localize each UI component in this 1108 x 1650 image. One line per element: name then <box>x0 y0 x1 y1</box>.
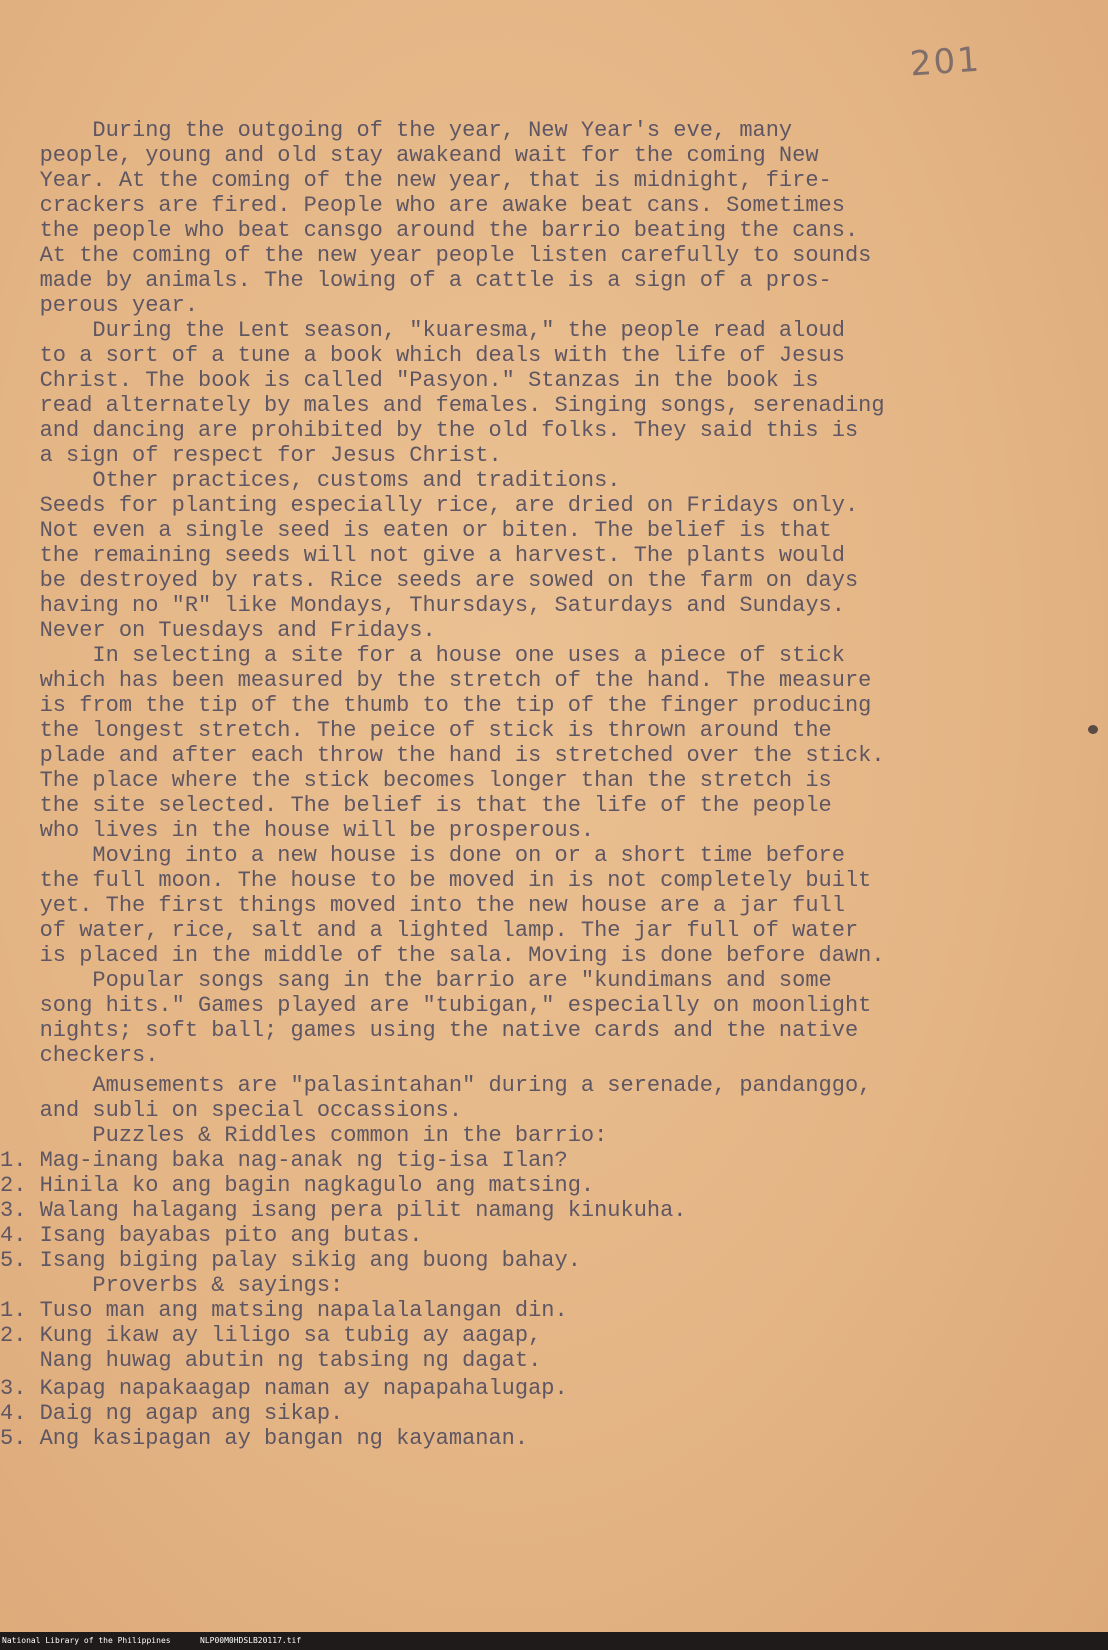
text-line: Amusements are "palasintahan" during a serenade, pandanggo, <box>0 1073 872 1098</box>
text-line: 1. Tuso man ang matsing napalalalangan din. <box>0 1298 568 1323</box>
text-line: Year. At the coming of the new year, that is midnight, fire- <box>0 168 832 193</box>
text-line: be destroyed by rats. Rice seeds are sowed on the farm on days <box>0 568 859 593</box>
text-line: made by animals. The lowing of a cattle is a sign of a pros- <box>0 268 832 293</box>
text-line: a sign of respect for Jesus Christ. <box>0 443 502 468</box>
scan-footer <box>0 1632 1108 1650</box>
text-line: is placed in the middle of the sala. Moving is done before dawn. <box>0 943 885 968</box>
text-line: Seeds for planting especially rice, are dried on Fridays only. <box>0 493 859 518</box>
text-line: 5. Ang kasipagan ay bangan ng kayamanan. <box>0 1426 529 1451</box>
text-line: read alternately by males and females. Singing songs, serenading <box>0 393 885 418</box>
text-line: 1. Mag-inang baka nag-anak ng tig-isa Ilan? <box>0 1148 568 1173</box>
text-line: and subli on special occassions. <box>0 1098 463 1123</box>
text-line: Not even a single seed is eaten or biten. The belief is that <box>0 518 832 543</box>
footer-library: National Library of the Philippines <box>2 1636 171 1645</box>
text-line: the full moon. The house to be moved in is not completely built <box>0 868 872 893</box>
text-line: checkers. <box>0 1043 159 1068</box>
text-line: During the Lent season, "kuaresma," the people read aloud <box>0 318 845 343</box>
text-line: Never on Tuesdays and Fridays. <box>0 618 436 643</box>
text-line: nights; soft ball; games using the native cards and the native <box>0 1018 859 1043</box>
text-line: the longest stretch. The peice of stick is thrown around the <box>0 718 832 743</box>
text-line: Puzzles & Riddles common in the barrio: <box>0 1123 608 1148</box>
footer-filename: NLP00M0HDSLB20117.tif <box>200 1636 302 1645</box>
text-line: During the outgoing of the year, New Year's eve, many <box>0 118 793 143</box>
text-line: of water, rice, salt and a lighted lamp. The jar full of water <box>0 918 859 943</box>
text-line: At the coming of the new year people listen carefully to sounds <box>0 243 872 268</box>
text-line: the people who beat cansgo around the barrio beating the cans. <box>0 218 859 243</box>
text-line: the site selected. The belief is that the life of the people <box>0 793 832 818</box>
text-line: song hits." Games played are "tubigan," especially on moonlight <box>0 993 872 1018</box>
text-line: 3. Kapag napakaagap naman ay napapahalugap. <box>0 1376 568 1401</box>
text-line: Other practices, customs and traditions. <box>0 468 621 493</box>
text-line: 4. Isang bayabas pito ang butas. <box>0 1223 423 1248</box>
text-line: yet. The first things moved into the new house are a jar full <box>0 893 845 918</box>
text-line: who lives in the house will be prosperous. <box>0 818 595 843</box>
text-line: Proverbs & sayings: <box>0 1273 344 1298</box>
text-line: perous year. <box>0 293 199 318</box>
text-line: Nang huwag abutin ng tabsing ng dagat. <box>0 1348 542 1373</box>
text-line: 2. Hinila ko ang bagin nagkagulo ang matsing. <box>0 1173 595 1198</box>
text-line: plade and after each throw the hand is stretched over the stick. <box>0 743 885 768</box>
text-line: and dancing are prohibited by the old folks. They said this is <box>0 418 859 443</box>
text-line: is from the tip of the thumb to the tip of the finger producing <box>0 693 872 718</box>
text-line: 4. Daig ng agap ang sikap. <box>0 1401 344 1426</box>
text-line: having no "R" like Mondays, Thursdays, Saturdays and Sundays. <box>0 593 845 618</box>
page-number: 201 <box>908 39 983 85</box>
text-line: which has been measured by the stretch of the hand. The measure <box>0 668 872 693</box>
text-line: In selecting a site for a house one uses a piece of stick <box>0 643 845 668</box>
text-line: Christ. The book is called "Pasyon." Stanzas in the book is <box>0 368 819 393</box>
text-line: 2. Kung ikaw ay liligo sa tubig ay aagap, <box>0 1323 542 1348</box>
text-line: 3. Walang halagang isang pera pilit namang kinukuha. <box>0 1198 687 1223</box>
text-line: to a sort of a tune a book which deals with the life of Jesus <box>0 343 845 368</box>
text-line: the remaining seeds will not give a harvest. The plants would <box>0 543 845 568</box>
text-line: people, young and old stay awakeand wait for the coming New <box>0 143 819 168</box>
text-line: 5. Isang biging palay sikig ang buong bahay. <box>0 1248 581 1273</box>
text-line: The place where the stick becomes longer than the stretch is <box>0 768 832 793</box>
text-line: Popular songs sang in the barrio are "kundimans and some <box>0 968 832 993</box>
text-line: Moving into a new house is done on or a short time before <box>0 843 845 868</box>
ink-spot <box>1088 725 1098 734</box>
text-line: crackers are fired. People who are awake beat cans. Sometimes <box>0 193 845 218</box>
